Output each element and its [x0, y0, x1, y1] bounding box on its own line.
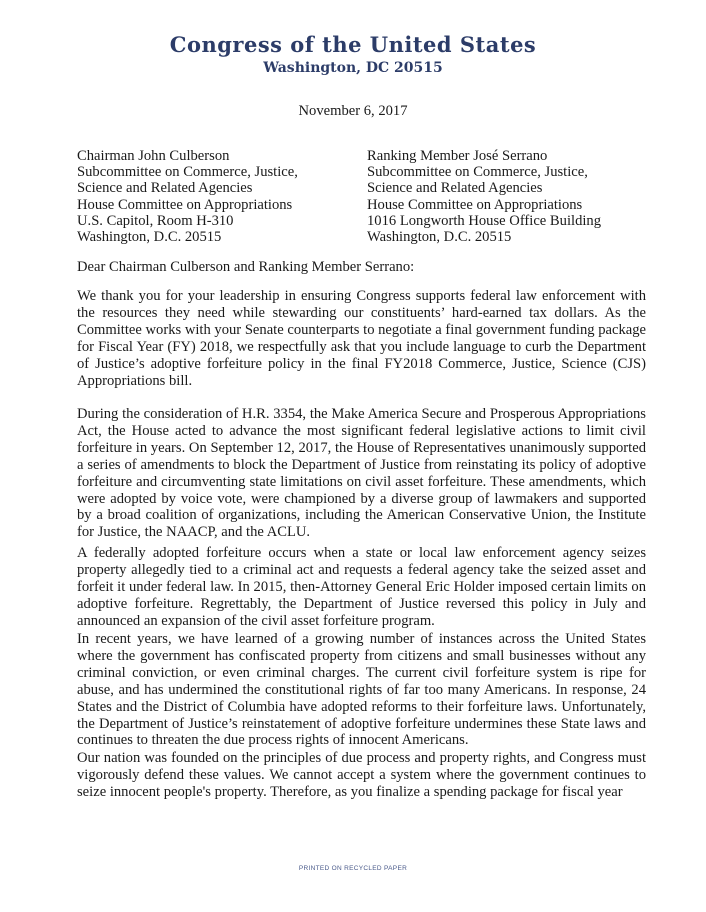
address-line: Subcommittee on Commerce, Justice, [77, 164, 298, 181]
salutation: Dear Chairman Culberson and Ranking Member Serrano: [77, 259, 415, 275]
address-line: House Committee on Appropriations [367, 196, 583, 213]
address-line: Science and Related Agencies [77, 180, 253, 197]
letterhead-title: Congress of the United States [169, 32, 537, 57]
body-paragraph-2: During the consideration of H.R. 3354, the Make America Secure and Prosperous Appropriations Act, the House acted to advance the most significant federal legislative actions to limit civil forfeiture in years. On September 12, 2017, the House of Representatives unanimously supported a series of amendments to block the Department of Justice from reinstating its policy of adoptive forfeiture and circumventing state limitations on civil asset forfeiture. These amendments, which were adopted by voice vote, were championed by a diverse group of lawmakers and supported by a broad coalition of organizations, including the American Conservative Union, the Institute for Justice, the NAACP, and the ACLU. [77, 406, 646, 541]
address-line: Science and Related Agencies [367, 180, 543, 197]
address-line: Subcommittee on Commerce, Justice, [367, 164, 588, 181]
body-paragraph-3: A federally adopted forfeiture occurs when a state or local law enforcement agency seizes property allegedly tied to a criminal act and requests a federal agency take the seized asset and forfeit it under federal law. In 2015, then-Attorney General Eric Holder imposed certain limits on adoptive forfeiture. Regrettably, the Department of Justice reversed this policy in July and announced an expansion of the civil asset forfeiture program. [77, 545, 646, 629]
recipient-address-right [367, 148, 601, 245]
body-paragraph-5: Our nation was founded on the principles of due process and property rights, and Congress must vigorously defend these values. We cannot accept a system where the government continues to seize innocent people's property. Therefore, as you finalize a spending package for fiscal year [77, 750, 646, 800]
address-line: Ranking Member José Serrano [367, 148, 548, 164]
recycled-paper-footer: PRINTED ON RECYCLED PAPER [298, 865, 408, 872]
body-paragraph-4: In recent years, we have learned of a growing number of instances across the United States where the government has confiscated property from citizens and small businesses without any criminal conviction, or even criminal charges. The current civil forfeiture system is ripe for abuse, and has undermined the constitutional rights of far too many Americans. In response, 24 States and the District of Columbia have adopted reforms to their forfeiture laws. Unfortunately, the Department of Justice’s reinstatement of adoptive forfeiture undermines these State laws and continues to threaten the due process rights of innocent Americans. [77, 631, 646, 749]
body-paragraph-1: We thank you for your leadership in ensuring Congress supports federal law enforcement with the resources they need while stewarding our constituents’ hard-earned tax dollars. As the Committee works with your Senate counterparts to negotiate a final government funding package for Fiscal Year (FY) 2018, we respectfully ask that you include language to curb the Department of Justice’s adoptive forfeiture policy in the final FY2018 Commerce, Justice, Science (CJS) Appropriations bill. [77, 288, 646, 389]
address-line: Washington, D.C. 20515 [77, 229, 222, 246]
address-line: U.S. Capitol, Room H-310 [77, 212, 234, 229]
letter-date: November 6, 2017 [298, 103, 408, 119]
address-line: Chairman John Culberson [77, 148, 230, 164]
address-line: 1016 Longworth House Office Building [367, 212, 602, 229]
address-line: House Committee on Appropriations [77, 196, 293, 213]
address-line: Washington, D.C. 20515 [367, 229, 512, 246]
recipient-address-left [77, 148, 298, 245]
letterhead-subtitle: Washington, DC 20515 [263, 60, 443, 76]
